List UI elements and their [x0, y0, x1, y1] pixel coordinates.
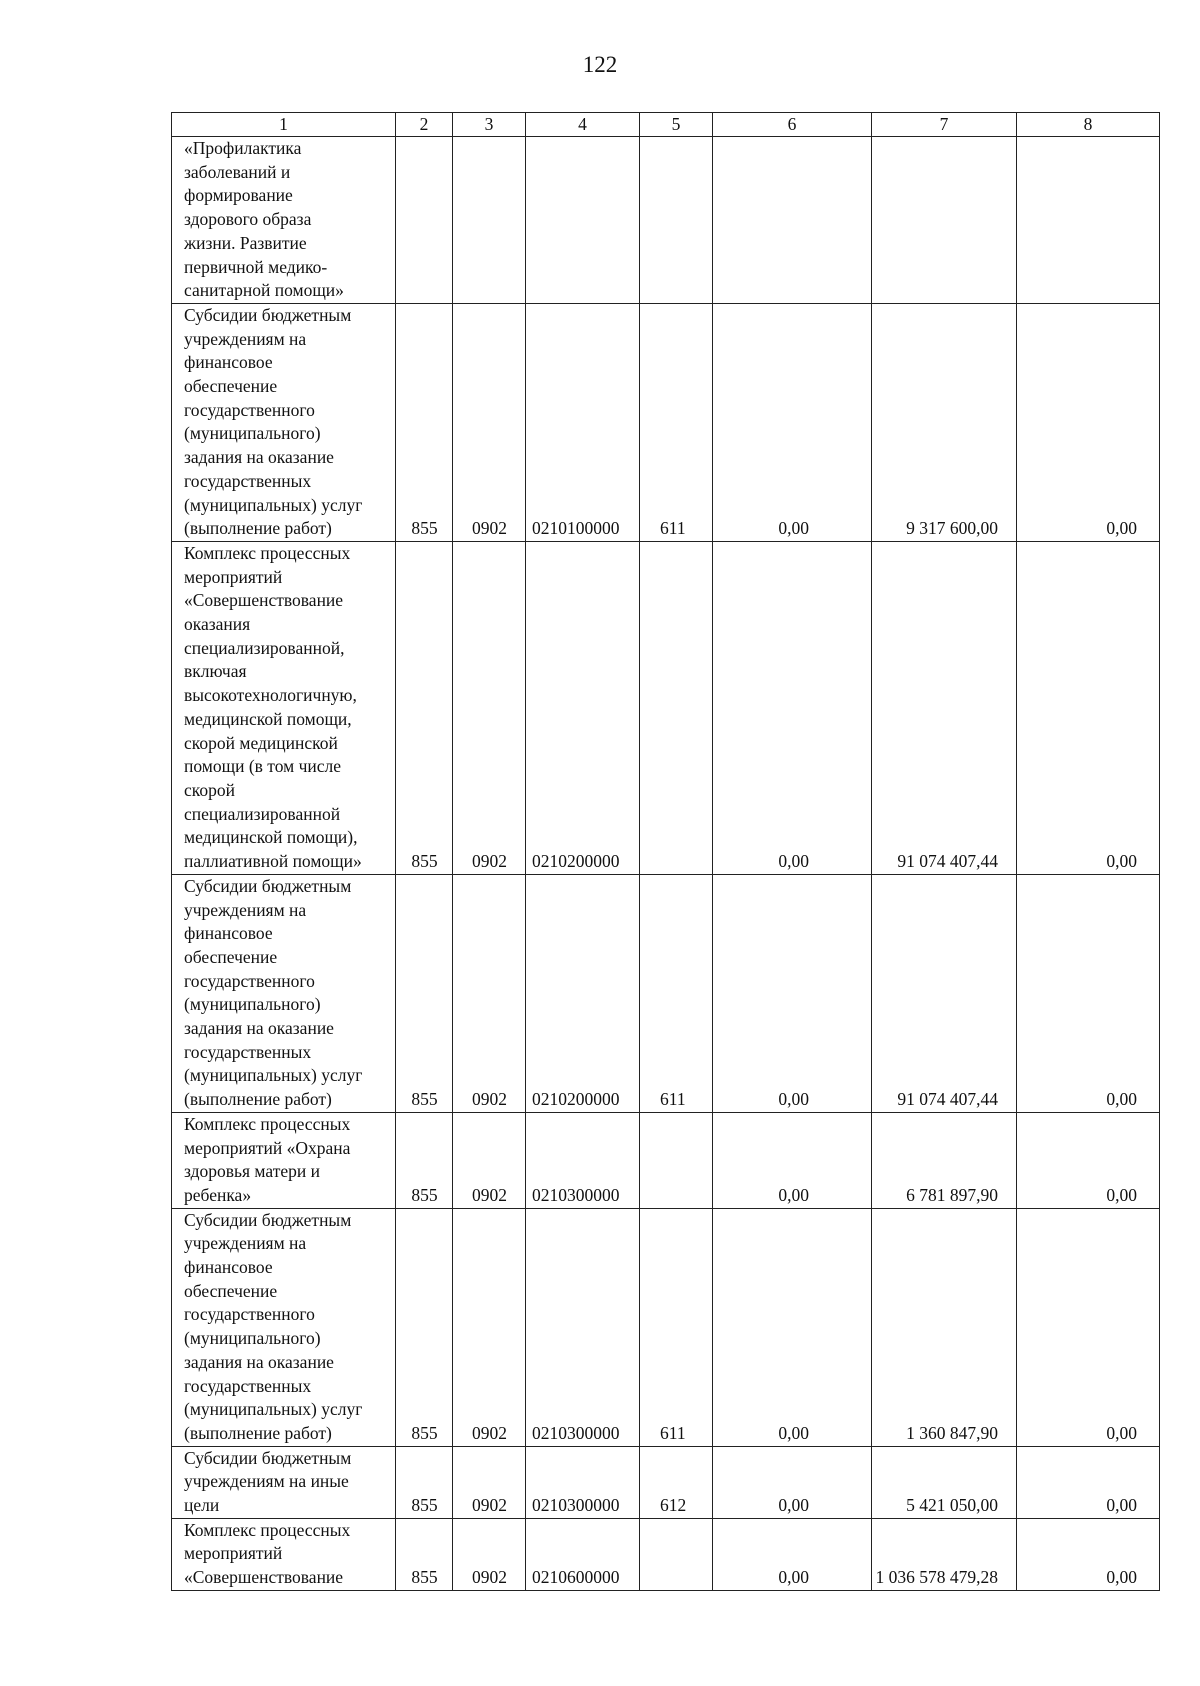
target-article-cell: 0210300000: [526, 1112, 640, 1208]
amount-col8-cell: 0,00: [1017, 1112, 1160, 1208]
budget-table: [171, 112, 1160, 1591]
row-name-text: Комплекс процессных мероприятий «Совершенствование оказания специализированной, включая высокотехнологичную, медицинской помощи, скорой медицинской помощи (в том числе скорой специализированной медицинской помощи), паллиативной помощи»: [184, 542, 362, 872]
amount-col6-cell: 0,00: [713, 541, 872, 874]
target-article-cell: 0210200000: [526, 541, 640, 874]
table-row: [172, 137, 1160, 304]
amount-col7-cell: 91 074 407,44: [872, 541, 1017, 874]
amount-col8-cell: 0,00: [1017, 1208, 1160, 1446]
amount-col7-cell: 1 036 578 479,28: [872, 1518, 1017, 1590]
row-name-text: Комплекс процессных мероприятий «Охрана здоровья матери и ребенка»: [184, 1113, 351, 1205]
section-code-cell: 0902: [453, 1112, 526, 1208]
table-row: [172, 303, 1160, 541]
section-code-cell: 0902: [453, 874, 526, 1112]
row-name-cell: [172, 1518, 396, 1590]
ministry-code-cell: 855: [396, 874, 453, 1112]
ministry-code-cell: [396, 137, 453, 304]
column-header: 8: [1017, 113, 1160, 137]
table-header-row: [172, 113, 1160, 137]
amount-col8-cell: 0,00: [1017, 874, 1160, 1112]
column-header: 2: [396, 113, 453, 137]
table-row: [172, 1112, 1160, 1208]
table-row: [172, 874, 1160, 1112]
target-article-cell: 0210600000: [526, 1518, 640, 1590]
target-article-cell: [526, 137, 640, 304]
row-name-cell: [172, 541, 396, 874]
row-name-text: Субсидии бюджетным учреждениям на финансовое обеспечение государственного (муниципального) задания на оказание государственных (муниципальных) услуг (выполнение работ): [184, 1209, 363, 1443]
row-name-cell: [172, 1446, 396, 1518]
amount-col6-cell: 0,00: [713, 1446, 872, 1518]
amount-col8-cell: 0,00: [1017, 1446, 1160, 1518]
amount-col6-cell: 0,00: [713, 1112, 872, 1208]
page-number: 122: [582, 52, 618, 77]
target-article-cell: 0210300000: [526, 1446, 640, 1518]
amount-col7-cell: 9 317 600,00: [872, 303, 1017, 541]
expense-type-cell: [640, 1112, 713, 1208]
table-row: [172, 541, 1160, 874]
expense-type-cell: 611: [640, 303, 713, 541]
row-name-cell: [172, 303, 396, 541]
ministry-code-cell: 855: [396, 1518, 453, 1590]
section-code-cell: 0902: [453, 541, 526, 874]
table-row: [172, 1518, 1160, 1590]
column-header: 7: [872, 113, 1017, 137]
amount-col7-cell: 91 074 407,44: [872, 874, 1017, 1112]
amount-col8-cell: 0,00: [1017, 1518, 1160, 1590]
expense-type-cell: 611: [640, 874, 713, 1112]
row-name-cell: [172, 137, 396, 304]
section-code-cell: 0902: [453, 303, 526, 541]
row-name-text: Субсидии бюджетным учреждениям на финансовое обеспечение государственного (муниципального) задания на оказание государственных (муниципальных) услуг (выполнение работ): [184, 875, 363, 1110]
row-name-text: Комплекс процессных мероприятий «Совершенствование: [184, 1519, 351, 1588]
amount-col7-cell: 6 781 897,90: [872, 1112, 1017, 1208]
amount-col7-cell: [872, 137, 1017, 304]
amount-col6-cell: 0,00: [713, 1208, 872, 1446]
table-row: [172, 1446, 1160, 1518]
amount-col7-cell: 1 360 847,90: [872, 1208, 1017, 1446]
column-header: 3: [453, 113, 526, 137]
amount-col6-cell: [713, 137, 872, 304]
row-name-cell: [172, 1112, 396, 1208]
ministry-code-cell: 855: [396, 1112, 453, 1208]
column-header: 1: [172, 113, 396, 137]
target-article-cell: 0210100000: [526, 303, 640, 541]
column-header: 4: [526, 113, 640, 137]
ministry-code-cell: 855: [396, 303, 453, 541]
row-name-text: «Профилактика заболеваний и формирование здорового образа жизни. Развитие первичной медико- санитарной помощи»: [184, 138, 344, 301]
row-name-text: Субсидии бюджетным учреждениям на финансовое обеспечение государственного (муниципального) задания на оказание государственных (муниципальных) услуг (выполнение работ): [184, 304, 363, 539]
amount-col8-cell: [1017, 137, 1160, 304]
table-row: [172, 1208, 1160, 1446]
section-code-cell: [453, 137, 526, 304]
row-name-cell: [172, 1208, 396, 1446]
amount-col7-cell: 5 421 050,00: [872, 1446, 1017, 1518]
expense-type-cell: [640, 137, 713, 304]
ministry-code-cell: 855: [396, 1446, 453, 1518]
row-name-text: Субсидии бюджетным учреждениям на иные цели: [184, 1447, 352, 1516]
amount-col6-cell: 0,00: [713, 874, 872, 1112]
expense-type-cell: [640, 1518, 713, 1590]
expense-type-cell: [640, 541, 713, 874]
target-article-cell: 0210200000: [526, 874, 640, 1112]
ministry-code-cell: 855: [396, 1208, 453, 1446]
row-name-cell: [172, 874, 396, 1112]
target-article-cell: 0210300000: [526, 1208, 640, 1446]
expense-type-cell: 611: [640, 1208, 713, 1446]
column-header: 5: [640, 113, 713, 137]
amount-col8-cell: 0,00: [1017, 541, 1160, 874]
column-header: 6: [713, 113, 872, 137]
section-code-cell: 0902: [453, 1446, 526, 1518]
amount-col6-cell: 0,00: [713, 1518, 872, 1590]
ministry-code-cell: 855: [396, 541, 453, 874]
amount-col6-cell: 0,00: [713, 303, 872, 541]
expense-type-cell: 612: [640, 1446, 713, 1518]
section-code-cell: 0902: [453, 1518, 526, 1590]
amount-col8-cell: 0,00: [1017, 303, 1160, 541]
section-code-cell: 0902: [453, 1208, 526, 1446]
